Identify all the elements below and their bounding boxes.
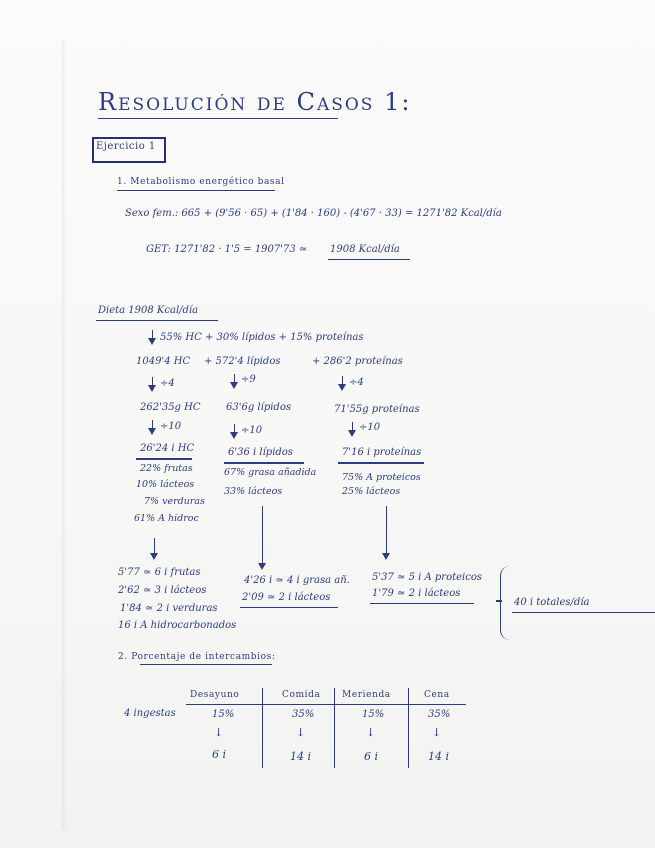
hc-result-fruits: 5'77 ≃ 6 i frutas	[118, 567, 201, 578]
total-exchanges: 40 i totales/día	[514, 597, 590, 608]
exercise-label: Ejercicio 1	[96, 141, 156, 152]
section1-heading-underline	[117, 190, 275, 191]
macro-split: 55% HC + 30% lípidos + 15% proteínas	[160, 332, 364, 343]
hc-div-arrow	[152, 377, 153, 390]
dinner-percent: 35%	[428, 709, 451, 720]
protein-div10-arrow	[352, 422, 353, 435]
breakfast-percent: 15%	[212, 709, 235, 720]
dinner-arrow: ↓	[432, 726, 442, 739]
hc-div10: ÷10	[160, 421, 182, 432]
protein-divisor: ÷4	[349, 377, 364, 388]
table-header-line	[186, 704, 466, 705]
protein-grams: 71'55g proteínas	[334, 404, 420, 415]
page-title: Resolución de Casos 1:	[98, 88, 412, 116]
section2-heading-underline	[140, 664, 272, 665]
lipids-grams: 63'6g lípidos	[226, 402, 291, 413]
hc-kcal: 1049'4 HC	[136, 356, 191, 367]
snack-exchanges: 6 i	[364, 750, 379, 763]
hc-result-dairy: 2'62 ≃ 3 i lácteos	[118, 585, 207, 596]
snack-percent: 15%	[362, 709, 385, 720]
section1-heading: 1. Metabolismo energético basal	[117, 177, 285, 187]
hc-split-starch: 61% A hidroc	[134, 513, 199, 524]
protein-split-protein-foods: 75% A proteicos	[342, 472, 421, 483]
protein-div10: ÷10	[359, 422, 381, 433]
lunch-percent: 35%	[292, 709, 315, 720]
section2-heading: 2. Porcentaje de intercambios:	[118, 652, 276, 662]
total-brace-tip	[496, 600, 502, 602]
page-edge-shadow	[62, 40, 66, 830]
intake-row-label: 4 ingestas	[124, 708, 176, 719]
table-divider-2	[334, 688, 335, 768]
protein-result-protein-foods: 5'37 ≃ 5 i A proteicos	[372, 572, 482, 583]
lipids-divisor: ÷9	[241, 374, 256, 385]
lunch-exchanges: 14 i	[290, 750, 312, 763]
total-brace	[500, 566, 513, 640]
lipids-div-arrow	[234, 374, 235, 387]
hc-divisor: ÷4	[160, 378, 175, 389]
protein-kcal: + 286'2 proteínas	[312, 356, 403, 367]
hc-exchanges-underline	[136, 458, 192, 460]
lipids-exchanges: 6'36 i lípidos	[228, 447, 293, 458]
title-underline	[98, 118, 338, 119]
lipids-result-dairy: 2'09 ≃ 2 i lácteos	[242, 592, 331, 603]
lipids-div10: ÷10	[241, 425, 263, 436]
get-equation: GET: 1271'82 · 1'5 = 1907'73 ≃	[146, 244, 308, 255]
total-underline	[512, 612, 655, 613]
protein-split-dairy: 25% lácteos	[342, 486, 401, 497]
bmr-equation: Sexo fem.: 665 + (9'56 · 65) + (1'84 · 160) - (4'67 · 33) = 1271'82 Kcal/día	[125, 208, 502, 219]
lipids-result-underline	[240, 607, 338, 608]
dinner-exchanges: 14 i	[428, 750, 450, 763]
get-result-underline	[328, 259, 410, 260]
breakfast-arrow: ↓	[214, 726, 224, 739]
lipids-split-dairy: 33% lácteos	[224, 486, 283, 497]
protein-exchanges: 7'16 i proteínas	[342, 447, 422, 458]
hc-result-veg: 1'84 ≃ 2 i verduras	[120, 603, 218, 614]
breakfast-exchanges: 6 i	[212, 748, 227, 761]
lipids-div10-arrow	[234, 424, 235, 437]
lipids-long-arrow	[262, 506, 263, 568]
hc-long-arrow	[154, 538, 155, 558]
protein-exchanges-underline	[338, 462, 424, 464]
snack-arrow: ↓	[366, 726, 376, 739]
hc-grams: 262'35g HC	[140, 402, 201, 413]
hc-split-dairy: 10% lácteos	[136, 479, 195, 490]
diet-heading-underline	[96, 320, 218, 321]
lipids-split-added-fat: 67% grasa añadida	[224, 467, 317, 478]
protein-div-arrow	[342, 376, 343, 389]
hc-result-starch: 16 i A hidrocarbonados	[118, 620, 237, 631]
diet-heading: Dieta 1908 Kcal/día	[98, 305, 199, 316]
col-snack: Merienda	[342, 690, 391, 700]
protein-result-underline	[370, 603, 474, 604]
hc-exchanges: 26'24 i HC	[140, 443, 195, 454]
protein-result-dairy: 1'79 ≃ 2 i lácteos	[372, 588, 461, 599]
table-divider-1	[262, 688, 263, 768]
table-divider-3	[408, 688, 409, 768]
lunch-arrow: ↓	[296, 726, 306, 739]
col-breakfast: Desayuno	[190, 690, 240, 700]
lipids-result-added-fat: 4'26 i ≃ 4 i grasa añ.	[244, 575, 350, 586]
hc-split-fruits: 22% frutas	[140, 463, 193, 474]
protein-long-arrow	[386, 506, 387, 558]
hc-split-veg: 7% verduras	[144, 496, 205, 507]
lipids-kcal: + 572'4 lípidos	[204, 356, 281, 367]
col-lunch: Comida	[282, 690, 321, 700]
lipids-exchanges-underline	[224, 462, 304, 464]
col-dinner: Cena	[424, 690, 450, 700]
get-result: 1908 Kcal/día	[330, 244, 400, 255]
hc-div10-arrow	[152, 420, 153, 433]
split-arrow	[152, 330, 153, 343]
